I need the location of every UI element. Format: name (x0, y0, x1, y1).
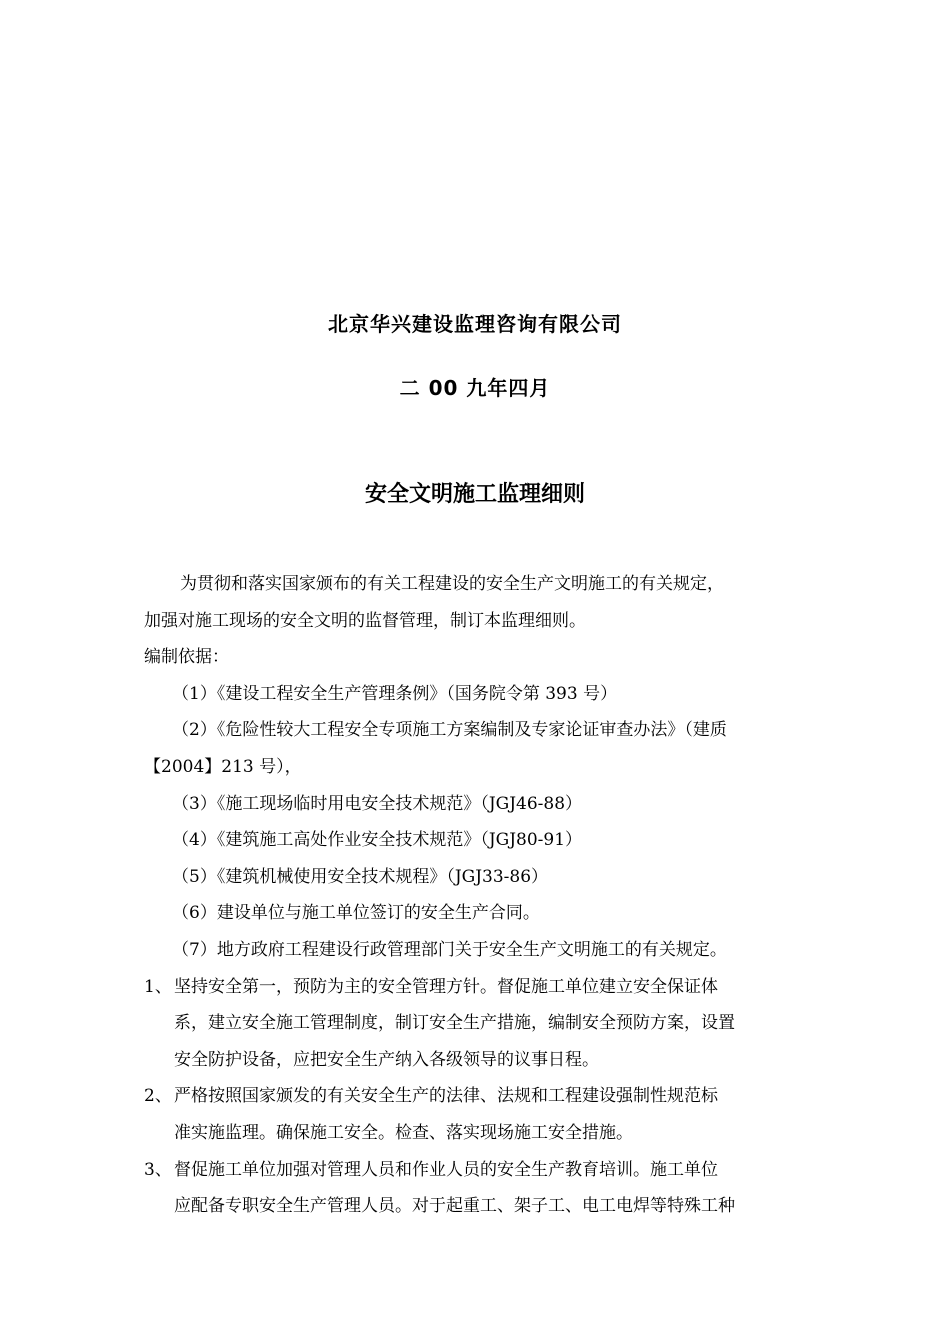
item-line: 系，建立安全施工管理制度，制订安全生产措施，编制安全预防方案，设置 (174, 1013, 735, 1034)
numbered-item (144, 1078, 806, 1151)
basis-item: （4）《建筑施工高处作业安全技术规范》（JGJ80-91） (172, 830, 583, 851)
numbered-item (144, 1152, 806, 1225)
item-number: 2、 (144, 1086, 172, 1107)
document-title: 安全文明施工监理细则 (364, 482, 585, 507)
basis-item: （3）《施工现场临时用电安全技术规范》（JGJ46-88） (172, 793, 583, 814)
item-line: 准实施监理。确保施工安全。检查、落实现场施工安全措施。 (174, 1122, 633, 1143)
item-number: 1、 (144, 976, 172, 997)
basis-item: （5）《建筑机械使用安全技术规程》（JGJ33-86） (172, 866, 549, 887)
numbered-item (144, 969, 806, 1079)
basis-item: （7）地方政府工程建设行政管理部门关于安全生产文明施工的有关规定。 (172, 939, 727, 960)
basis-heading: 编制依据： (144, 647, 229, 668)
company-name: 北京华兴建设监理咨询有限公司 (328, 312, 622, 336)
basis-item: （1）《建设工程安全生产管理条例》（国务院令第 393 号） (172, 683, 618, 704)
item-line: 应配备专职安全生产管理人员。对于起重工、架子工、电工电焊等特殊工种 (174, 1196, 735, 1217)
issue-date: 二 00 九年四月 (399, 376, 551, 400)
intro-line-2: 加强对施工现场的安全文明的监督管理，制订本监理细则。 (144, 610, 586, 631)
basis-item-continuation: 【2004】213 号）， (144, 756, 302, 777)
item-line: 严格按照国家颁发的有关安全生产的法律、法规和工程建设强制性规范标 (174, 1086, 718, 1107)
basis-item: （6）建设单位与施工单位签订的安全生产合同。 (172, 903, 540, 924)
intro-line-1: 为贯彻和落实国家颁布的有关工程建设的安全生产文明施工的有关规定， (180, 574, 724, 594)
basis-item: （2）《危险性较大工程安全专项施工方案编制及专家论证审查办法》（建质 (172, 720, 727, 741)
item-line: 督促施工单位加强对管理人员和作业人员的安全生产教育培训。施工单位 (174, 1159, 718, 1180)
item-line: 安全防护设备，应把安全生产纳入各级领导的议事日程。 (174, 1049, 599, 1070)
item-number: 3、 (144, 1159, 172, 1180)
document-body (144, 566, 806, 1225)
item-line: 坚持安全第一，预防为主的安全管理方针。督促施工单位建立安全保证体 (174, 976, 718, 997)
